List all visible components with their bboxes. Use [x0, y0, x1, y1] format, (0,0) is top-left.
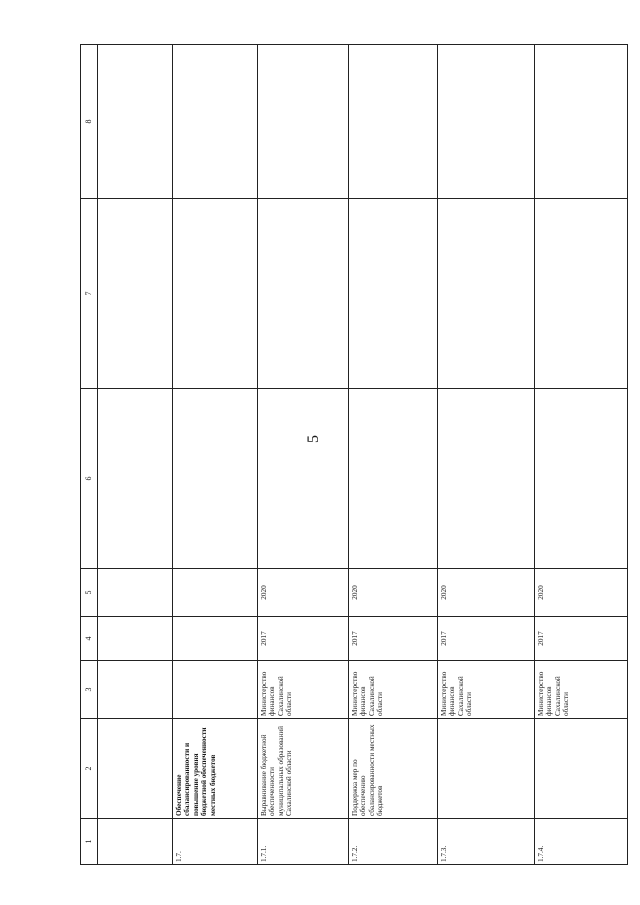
cell-result: [98, 199, 173, 389]
page-number: 5: [305, 435, 322, 443]
cell-measures: [98, 389, 173, 569]
rotated-table-wrapper: [80, 45, 620, 865]
cell-result: [535, 199, 628, 389]
cell-start: 2017: [438, 617, 535, 661]
cell-end: [98, 569, 173, 617]
cell-measures: [349, 389, 438, 569]
cell-start: [173, 617, 258, 661]
cell-name: Обеспечение сбалансированности и повышение уровня бюджетной обеспеченности местных бюджетов: [173, 719, 258, 819]
table-row: [173, 45, 258, 865]
cell-num: 1.7.4.: [535, 819, 628, 865]
cell-num: 1.7.2.: [349, 819, 438, 865]
cell-start: 2017: [258, 617, 349, 661]
col-header-1: 1: [81, 819, 98, 865]
cell-result: [173, 199, 258, 389]
cell-name: [438, 719, 535, 819]
cell-name: Поддержка мер по обеспечению сбалансированности местных бюджетов: [349, 719, 438, 819]
cell-measures: [173, 389, 258, 569]
cell-num: 1.7.3.: [438, 819, 535, 865]
col-header-5: 5: [81, 569, 98, 617]
col-header-7: 7: [81, 199, 98, 389]
cell-start: [98, 617, 173, 661]
cell-executor: Министерство финансов Сахалинской области: [258, 661, 349, 719]
table-row: [349, 45, 438, 865]
program-measures-table: [80, 44, 628, 865]
cell-end: 2020: [258, 569, 349, 617]
col-header-3: 3: [81, 661, 98, 719]
cell-num: [98, 819, 173, 865]
cell-indicator: [173, 45, 258, 199]
cell-name: [98, 719, 173, 819]
cell-start: 2017: [349, 617, 438, 661]
cell-indicator: [438, 45, 535, 199]
cell-measures: [258, 389, 349, 569]
cell-indicator: [535, 45, 628, 199]
cell-executor: Министерство финансов Сахалинской области: [438, 661, 535, 719]
cell-executor: [173, 661, 258, 719]
cell-executor: Министерство финансов Сахалинской области: [535, 661, 628, 719]
cell-num: 1.7.1.: [258, 819, 349, 865]
cell-indicator: [349, 45, 438, 199]
col-header-6: 6: [81, 389, 98, 569]
cell-indicator: [98, 45, 173, 199]
col-header-4: 4: [81, 617, 98, 661]
cell-start: 2017: [535, 617, 628, 661]
table-row: [98, 45, 173, 865]
cell-name: Выравнивание бюджетной обеспеченности муниципальных образований Сахалинской области: [258, 719, 349, 819]
cell-end: [173, 569, 258, 617]
cell-executor: [98, 661, 173, 719]
table-row: [438, 45, 535, 865]
cell-executor: Министерство финансов Сахалинской области: [349, 661, 438, 719]
cell-end: 2020: [349, 569, 438, 617]
table-row: [535, 45, 628, 865]
cell-result: [258, 199, 349, 389]
cell-end: 2020: [438, 569, 535, 617]
header-row: [81, 45, 98, 865]
col-header-2: 2: [81, 719, 98, 819]
cell-num: 1.7.: [173, 819, 258, 865]
cell-measures: [535, 389, 628, 569]
cell-end: 2020: [535, 569, 628, 617]
cell-indicator: [258, 45, 349, 199]
cell-result: [438, 199, 535, 389]
cell-result: [349, 199, 438, 389]
cell-name: [535, 719, 628, 819]
col-header-8: 8: [81, 45, 98, 199]
table-row: [258, 45, 349, 865]
cell-measures: [438, 389, 535, 569]
